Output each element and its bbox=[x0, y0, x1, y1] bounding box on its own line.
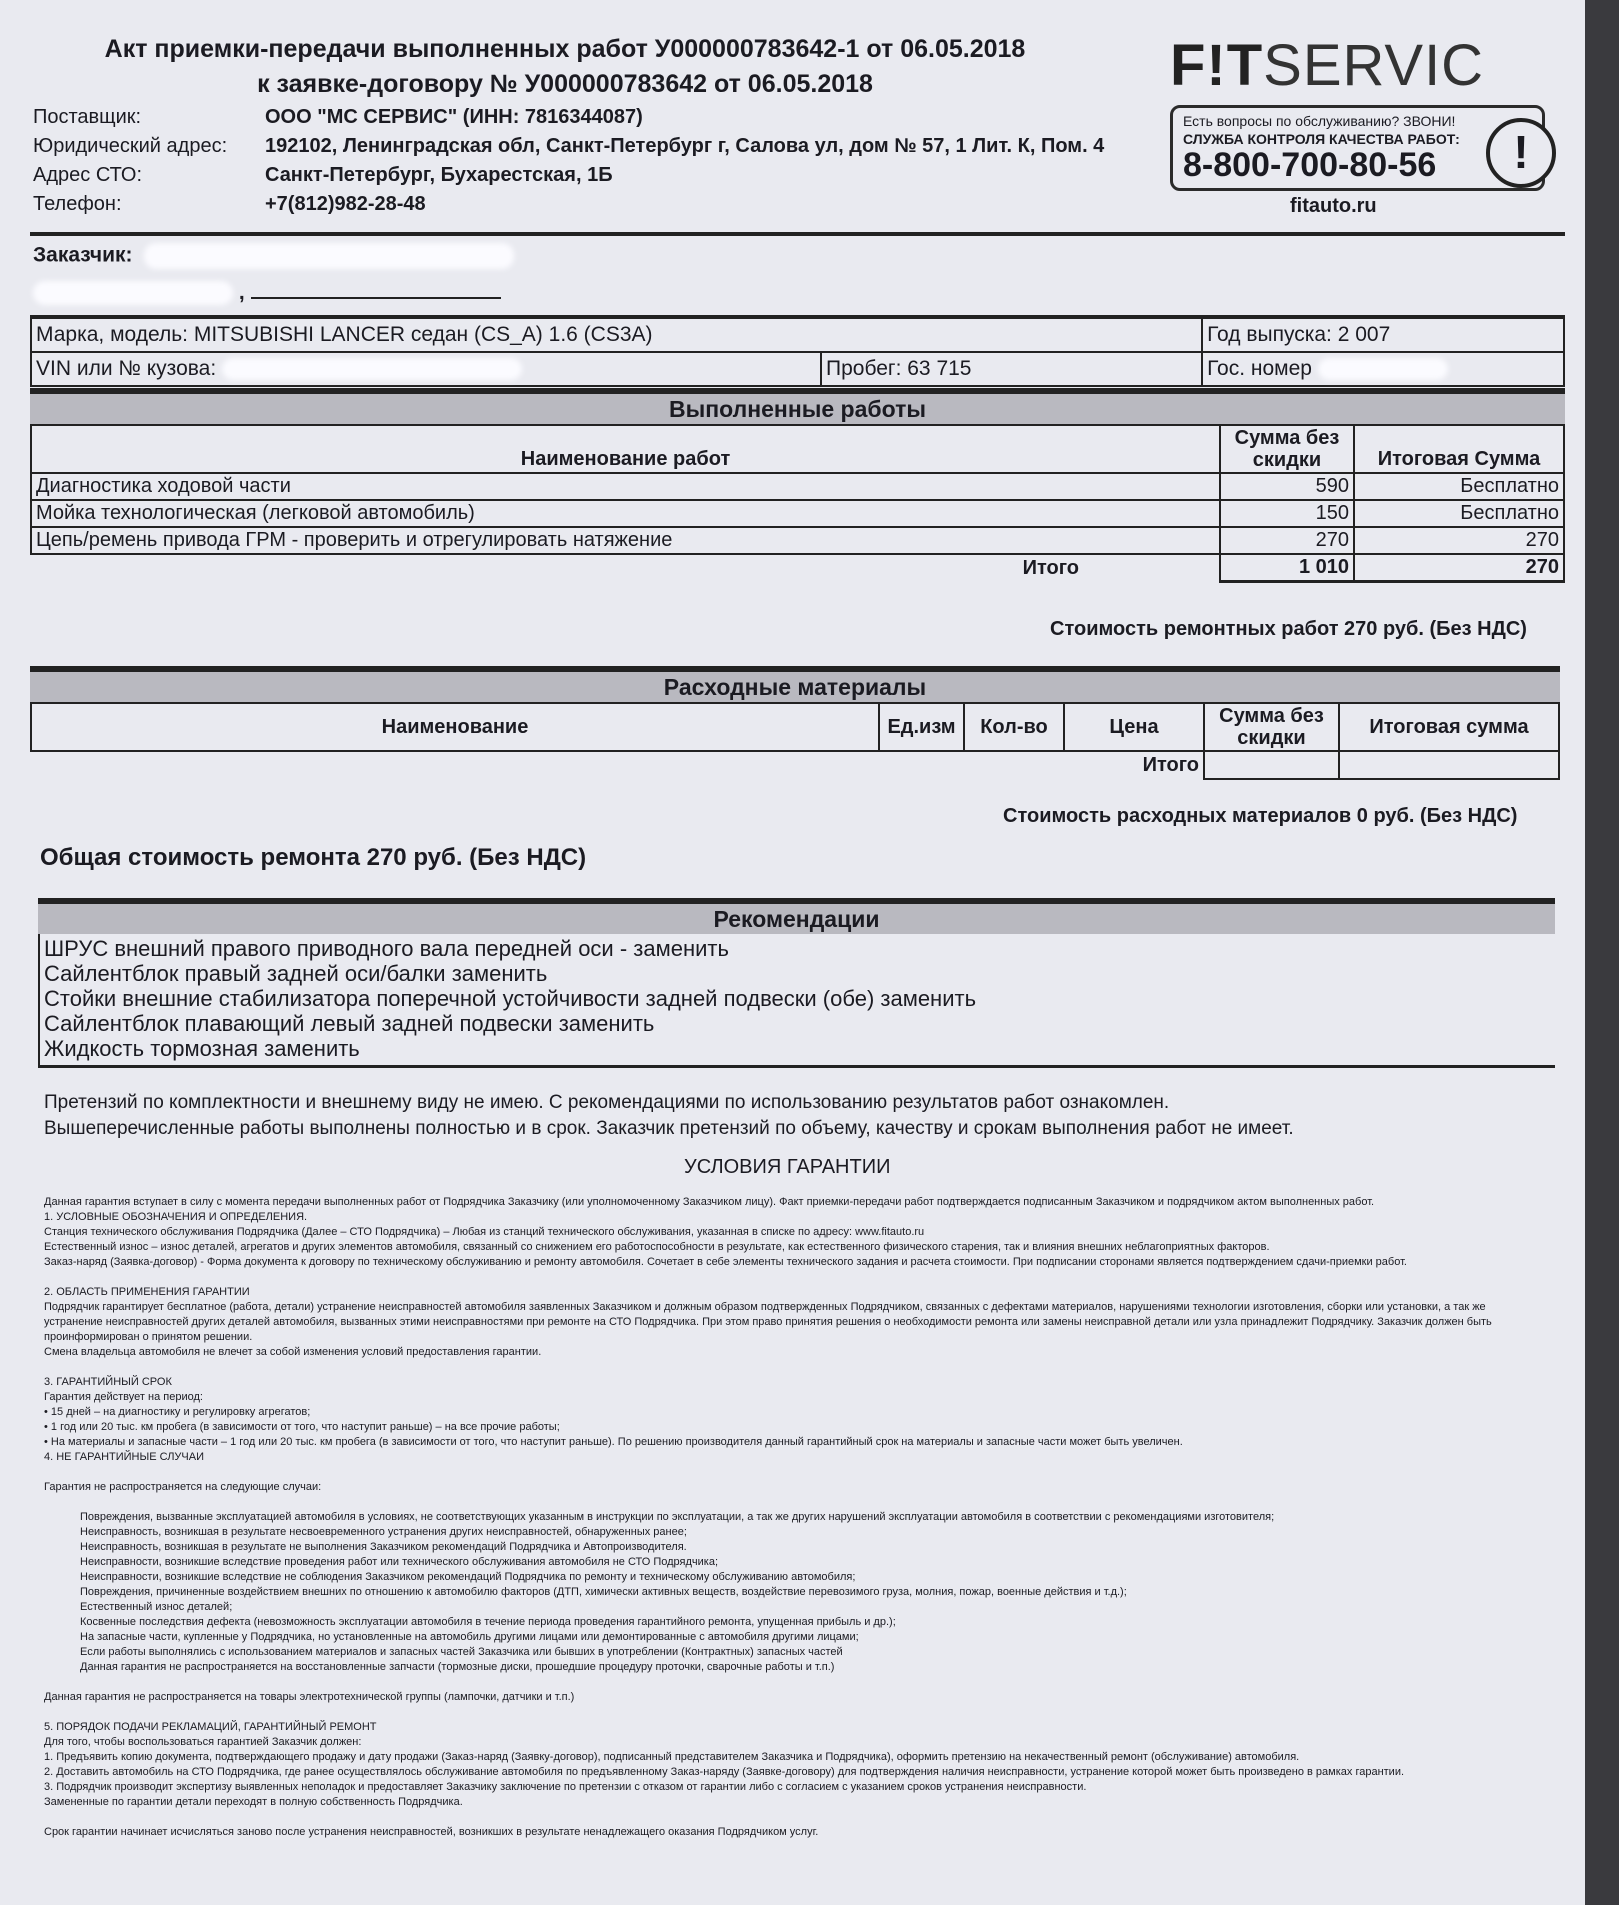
works-col-sum: Сумма без скидки bbox=[1220, 425, 1354, 473]
materials-col-sum: Сумма без скидки bbox=[1204, 703, 1339, 751]
header-divider bbox=[30, 232, 1565, 236]
works-section-title: Выполненные работы bbox=[30, 388, 1565, 424]
materials-table bbox=[30, 702, 1560, 780]
list-item: Сайлентблок правый задней оси/балки заменить bbox=[44, 961, 548, 986]
warranty-s3-b: • 15 дней – на диагностику и регулировку агрегатов; bbox=[44, 1406, 311, 1418]
redacted-plate bbox=[1318, 358, 1448, 380]
warranty-s3-a: Гарантия действует на период: bbox=[44, 1391, 203, 1403]
materials-total-row bbox=[31, 751, 1559, 779]
quality-hotline-box bbox=[1170, 105, 1545, 191]
warranty-s1-a: Станция технического обслуживания Подрядчика (Далее – СТО Подрядчика) – Любая из станций технического обслуживания, указанная в списке по адресу: www.fitauto.ru bbox=[44, 1226, 925, 1238]
warranty-s5-b: 1. Предъявить копию документа, подтверждающего продажу и дату продажи (Заказ-наряд (Заявку-договор), подписанный представителем Заказчика и Подрядчика), оформить претензию на некачественный ремонт (обслуживание) автомобиля. bbox=[44, 1751, 1300, 1763]
list-item: Жидкость тормозная заменить bbox=[44, 1036, 360, 1061]
list-item: Сайлентблок плавающий левый задней подвески заменить bbox=[44, 1011, 655, 1036]
materials-col-qty: Кол-во bbox=[964, 703, 1064, 751]
vehicle-model: Марка, модель: MITSUBISHI LANCER седан (CS_A) 1.6 (CS3A) bbox=[31, 317, 1202, 352]
vehicle-info-table bbox=[30, 315, 1565, 387]
logo-brand-bold: F!T bbox=[1170, 33, 1264, 98]
recommendations-section bbox=[38, 898, 1555, 1068]
warranty-s3-title: 3. ГАРАНТИЙНЫЙ СРОК bbox=[44, 1376, 172, 1388]
materials-itogo-sum bbox=[1204, 751, 1339, 779]
vin-label: VIN или № кузова: bbox=[36, 357, 217, 380]
phone-row bbox=[33, 190, 1104, 219]
service-address-label: Адрес СТО: bbox=[33, 164, 143, 186]
customer-signature-line bbox=[251, 277, 501, 299]
supplier-row bbox=[33, 103, 1104, 132]
materials-col-unit: Ед.изм bbox=[879, 703, 964, 751]
works-total-row bbox=[31, 554, 1564, 582]
work-total: Бесплатно bbox=[1354, 500, 1564, 527]
plate-label: Гос. номер bbox=[1207, 357, 1312, 380]
list-item: Неисправности, возникшие вследствие проведения работ или технического обслуживания автомобиля не СТО Подрядчика; bbox=[80, 1556, 719, 1568]
supplier-label: Поставщик: bbox=[33, 106, 142, 128]
work-sum: 270 bbox=[1220, 527, 1354, 554]
warranty-s5-c: 2. Доставить автомобиль на СТО Подрядчика, где ранее осуществлялось обслуживание автомобиля по предъявленному Заказ-наряду (Заявке-договору) для подтверждения наличия неисправности, устранение которой может быть произведено в рамках гарантии. bbox=[44, 1766, 1405, 1778]
redacted-customer-name bbox=[144, 243, 514, 269]
total-repair-cost: Общая стоимость ремонта 270 руб. (Без НДС) bbox=[40, 844, 587, 871]
materials-itogo-total bbox=[1339, 751, 1559, 779]
title-line-1: Акт приемки-передачи выполненных работ У000000783642-1 от 06.05.2018 bbox=[104, 35, 1026, 63]
works-table bbox=[30, 424, 1565, 583]
works-section bbox=[30, 388, 1565, 583]
service-address-row bbox=[33, 161, 1104, 190]
warranty-intro: Данная гарантия вступает в силу с момента передачи выполненных работ от Подрядчика Заказчику (или уполномоченному Заказчиком лицу). Факт приемки-передачи работ подтверждается подписанным Заказчиком и подрядчиком актом выполненных работ. bbox=[44, 1196, 1375, 1208]
redacted-customer-phone bbox=[33, 281, 233, 305]
supplier-value: ООО "МС СЕРВИС" (ИНН: 7816344087) bbox=[265, 106, 643, 128]
hotline-question: Есть вопросы по обслуживанию? ЗВОНИ! bbox=[1183, 113, 1456, 129]
warranty-s4-intro: Гарантия не распространяется на следующие случаи: bbox=[44, 1481, 322, 1493]
document-title bbox=[60, 32, 1070, 102]
works-itogo-total: 270 bbox=[1354, 554, 1564, 582]
list-item: На запасные части, купленные у Подрядчика, но установленные на автомобиль другими лицами или демонтированные с автомобиля другими лицами; bbox=[80, 1631, 859, 1643]
hotline-service: СЛУЖБА КОНТРОЛЯ КАЧЕСТВА РАБОТ: bbox=[1183, 131, 1460, 147]
service-address-value: Санкт-Петербург, Бухарестская, 1Б bbox=[265, 164, 613, 186]
works-itogo-sum: 1 010 bbox=[1220, 554, 1354, 582]
materials-itogo-label: Итого bbox=[1142, 754, 1199, 776]
materials-col-price: Цена bbox=[1064, 703, 1204, 751]
works-itogo-label: Итого bbox=[1022, 556, 1079, 579]
vin-cell bbox=[31, 352, 821, 386]
phone-label: Телефон: bbox=[33, 193, 122, 215]
hotline-phone: 8-800-700-80-56 bbox=[1183, 146, 1437, 184]
warranty-s1-b: Естественный износ – износ деталей, агрегатов и других элементов автомобиля, связанный со снижением его работоспособности в результате, как естественного физического старения, так и влияния внешних неблагоприятных факторов. bbox=[44, 1241, 1270, 1253]
list-item: ШРУС внешний правого приводного вала передней оси - заменить bbox=[44, 936, 729, 961]
customer-label: Заказчик: bbox=[33, 243, 133, 267]
claims-statement bbox=[44, 1090, 1544, 1142]
materials-col-name: Наименование bbox=[31, 703, 879, 751]
warranty-s5-title: 5. ПОРЯДОК ПОДАЧИ РЕКЛАМАЦИЙ, ГАРАНТИЙНЫЙ РЕМОНТ bbox=[44, 1721, 377, 1733]
list-item: Данная гарантия не распространяется на восстановленные запчасти (тормозные диски, прошедшие процедуру проточки, сварочные работы и т.п.) bbox=[80, 1661, 835, 1673]
warning-icon: ! bbox=[1486, 118, 1556, 188]
warranty-s5-a: Для того, чтобы воспользоваться гарантией Заказчик должен: bbox=[44, 1736, 362, 1748]
works-cost-line: Стоимость ремонтных работ 270 руб. (Без НДС) bbox=[1050, 618, 1527, 640]
list-item: Косвенные последствия дефекта (невозможность эксплуатации автомобиля в течение периода проведения гарантийного ремонта, упущенная прибыль и др.); bbox=[80, 1616, 896, 1628]
claims-line-1: Претензий по комплектности и внешнему виду не имею. С рекомендациями по использованию результатов работ ознакомлен. bbox=[44, 1092, 1170, 1113]
warranty-title: УСЛОВИЯ ГАРАНТИИ bbox=[684, 1156, 891, 1178]
materials-section-title: Расходные материалы bbox=[30, 666, 1560, 702]
list-item: Если работы выполнялись с использованием материалов и запасных частей Заказчика или бывших в употреблении (Контрактных) запасных частей bbox=[80, 1646, 843, 1658]
warranty-footer: Срок гарантии начинает исчисляться заново после устранения неисправностей, возникших в результате ненадлежащего оказания Подрядчиком услуг. bbox=[44, 1826, 819, 1838]
vehicle-mileage: Пробег: 63 715 bbox=[821, 352, 1202, 386]
work-total: 270 bbox=[1354, 527, 1564, 554]
work-sum: 150 bbox=[1220, 500, 1354, 527]
work-name: Диагностика ходовой части bbox=[31, 473, 1220, 500]
table-row bbox=[31, 527, 1564, 554]
legal-address-label: Юридический адрес: bbox=[33, 135, 228, 157]
fitservice-logo bbox=[1170, 33, 1560, 98]
legal-address-value: 192102, Ленинградская обл, Санкт-Петербург г, Салова ул, дом № 57, 1 Лит. К, Пом. 4 bbox=[265, 135, 1105, 157]
warranty-s4-note: Данная гарантия не распространяется на товары электротехнической группы (лампочки, датчики и т.п.) bbox=[44, 1691, 575, 1703]
recommendations-list bbox=[38, 934, 1555, 1068]
work-sum: 590 bbox=[1220, 473, 1354, 500]
works-col-total: Итоговая Сумма bbox=[1354, 425, 1564, 473]
warranty-conditions bbox=[44, 1195, 1544, 1840]
warranty-s3-c: • 1 год или 20 тыс. км пробега (в зависимости от того, что наступит раньше) – на все прочие работы; bbox=[44, 1421, 560, 1433]
list-item: Повреждения, вызванные эксплуатацией автомобиля в условиях, не соответствующих указанным в инструкции по эксплуатации, а так же других нарушений эксплуатации автомобиля в соответствии с рекомендациями изготовителя; bbox=[80, 1511, 1275, 1523]
list-item: Неисправность, возникшая в результате несвоевременного устранения других неисправностей, обнаруженных ранее; bbox=[80, 1526, 687, 1538]
warranty-s2-title: 2. ОБЛАСТЬ ПРИМЕНЕНИЯ ГАРАНТИИ bbox=[44, 1286, 250, 1298]
claims-line-2: Вышеперечисленные работы выполнены полностью и в срок. Заказчик претензий по объему, качеству и срокам выполнения работ не имеет. bbox=[44, 1118, 1294, 1139]
materials-cost-line: Стоимость расходных материалов 0 руб. (Без НДС) bbox=[1003, 805, 1518, 827]
warranty-s1-c: Заказ-наряд (Заявка-договор) - Форма документа к договору по техническому обслуживанию и ремонту автомобиля. Сочетает в себе элементы технического задания и расчета стоимости. При подписании сторонами является подтверждением сдачи-приемки работ. bbox=[44, 1256, 1407, 1268]
warranty-s5-d: 3. Подрядчик производит экспертизу выявленных неполадок и предоставляет Заказчику заключение по претензии с отказом от гарантии либо с согласием с указанием сроков устранения неисправности. bbox=[44, 1781, 1087, 1793]
warranty-s2-a: Подрядчик гарантирует бесплатное (работа, детали) устранение неисправностей автомобиля заявленных Заказчиком и должным образом подтвержденных Подрядчиком, связанных с дефектами материалов, нарушениями технологии изготовления, сборки или установки, а так же устранение неисправностей других деталей автомобиля, вызванных этими неисправностями при ремонте на СТО Подрядчика. При этом право принятия решения о необходимости ремонта или замены неисправной детали или узла принадлежит Подрядчику. Заказчик должен быть проинформирован о принятом решении. bbox=[44, 1301, 1492, 1343]
list-item: Неисправности, возникшие вследствие не соблюдения Заказчиком рекомендаций Подрядчика по ремонту и техническому обслуживанию автомобиля; bbox=[80, 1571, 856, 1583]
warranty-s4-title: 4. НЕ ГАРАНТИЙНЫЕ СЛУЧАИ bbox=[44, 1451, 204, 1463]
title-line-2: к заявке-договору № У000000783642 от 06.05.2018 bbox=[257, 70, 873, 98]
works-col-name: Наименование работ bbox=[31, 425, 1220, 473]
materials-section bbox=[30, 666, 1560, 780]
list-item: Стойки внешние стабилизатора поперечной устойчивости задней подвески (обе) заменить bbox=[44, 986, 977, 1011]
warranty-s2-b: Смена владельца автомобиля не влечет за собой изменения условий предоставления гарантии. bbox=[44, 1346, 542, 1358]
list-item: Неисправность, возникшая в результате не выполнения Заказчиком рекомендаций Подрядчика и Автопроизводителя. bbox=[80, 1541, 687, 1553]
warranty-s3-d: • На материалы и запасные части – 1 год или 20 тыс. км пробега (в зависимости от того, что наступит раньше). По решению производителя данный гарантийный срок на материалы и запасные части может быть увеличен. bbox=[44, 1436, 1183, 1448]
plate-cell bbox=[1202, 352, 1564, 386]
list-item: Естественный износ деталей; bbox=[80, 1601, 233, 1613]
warranty-s1-title: 1. УСЛОВНЫЕ ОБОЗНАЧЕНИЯ И ОПРЕДЕЛЕНИЯ. bbox=[44, 1211, 308, 1223]
warranty-s5-e: Замененные по гарантии детали переходят в полную собственность Подрядчика. bbox=[44, 1796, 463, 1808]
work-total: Бесплатно bbox=[1354, 473, 1564, 500]
redacted-vin bbox=[222, 358, 522, 380]
logo-brand-light: SERVIC bbox=[1263, 33, 1485, 98]
work-name: Мойка технологическая (легковой автомобиль) bbox=[31, 500, 1220, 527]
phone-value: +7(812)982-28-48 bbox=[265, 193, 426, 215]
list-item: Повреждения, причиненные воздействием внешних по отношению к автомобилю факторов (ДТП, химически активных веществ, воздействие перевозимого груза, молния, пожар, военные действия и т.д.); bbox=[80, 1586, 1127, 1598]
supplier-info bbox=[33, 103, 1104, 219]
materials-col-total: Итоговая сумма bbox=[1339, 703, 1559, 751]
table-row bbox=[31, 473, 1564, 500]
customer-separator: , bbox=[238, 281, 245, 304]
vehicle-year: Год выпуска: 2 007 bbox=[1202, 317, 1564, 352]
table-row bbox=[31, 500, 1564, 527]
legal-address-row bbox=[33, 132, 1104, 161]
customer-block bbox=[33, 243, 514, 305]
recommendations-section-title: Рекомендации bbox=[38, 898, 1555, 934]
website-link: fitauto.ru bbox=[1290, 195, 1377, 217]
work-name: Цепь/ремень привода ГРМ - проверить и отрегулировать натяжение bbox=[31, 527, 1220, 554]
